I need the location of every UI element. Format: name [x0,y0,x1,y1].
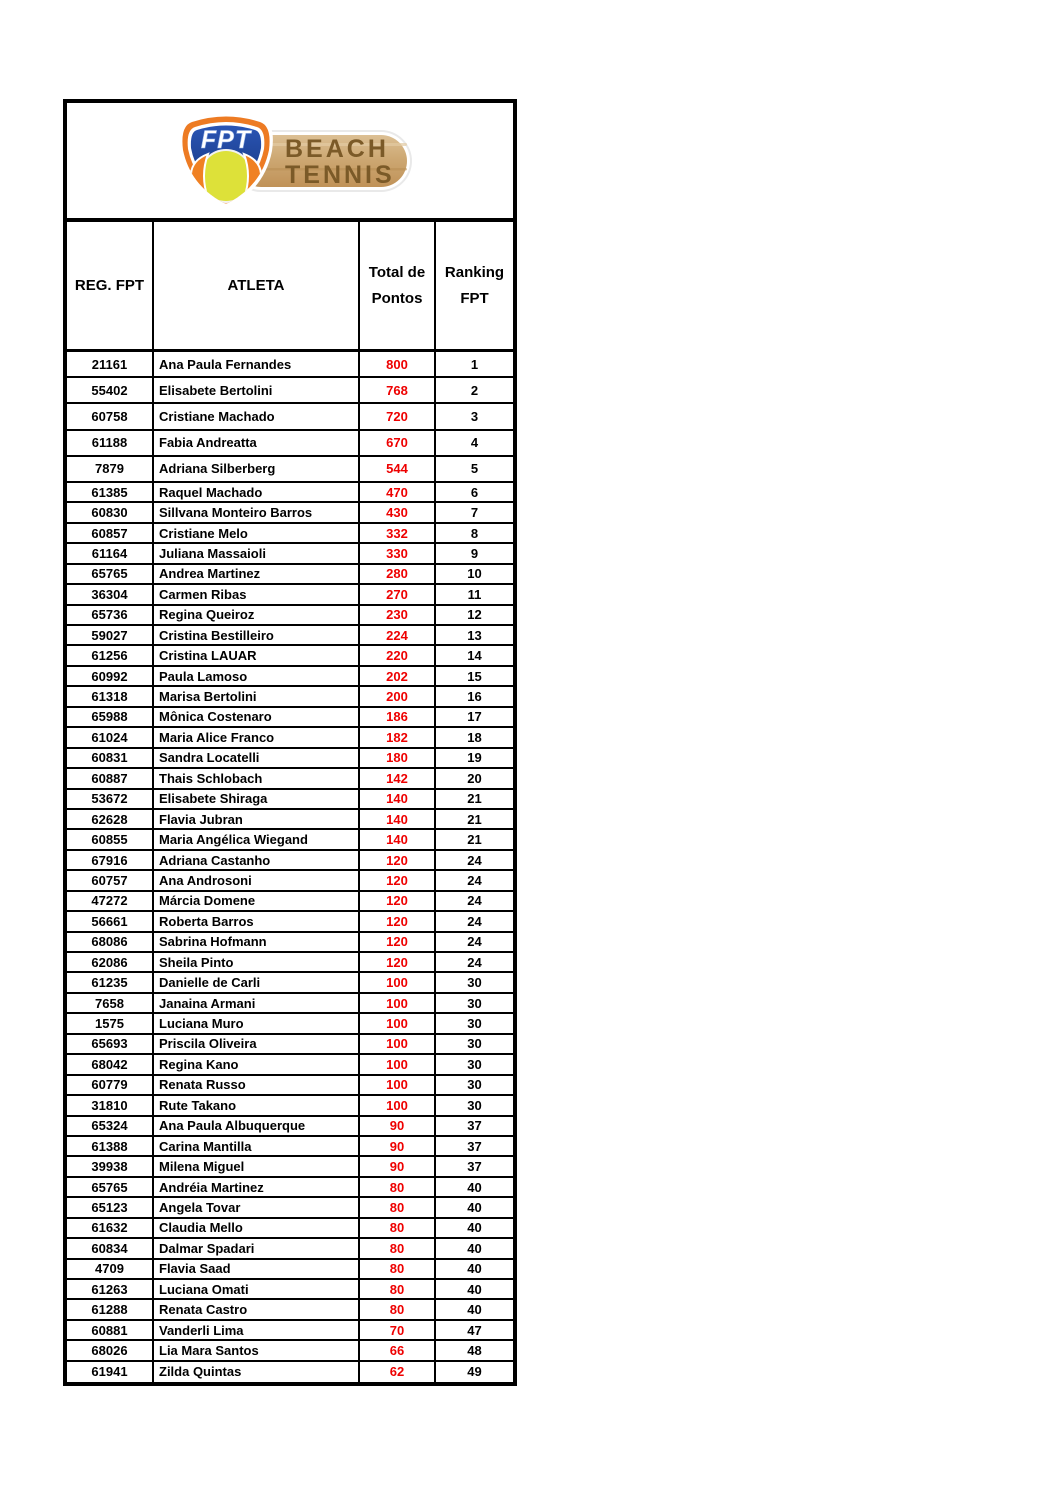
reg-fpt-cell: 21161 [67,352,154,376]
reg-fpt-cell: 68086 [67,933,154,951]
atleta-cell: Sillvana Monteiro Barros [154,503,360,521]
atleta-cell: Flavia Saad [154,1260,360,1278]
table-row [67,457,513,483]
pontos-cell: 140 [360,830,436,848]
reg-fpt-cell: 61941 [67,1362,154,1382]
table-row [67,431,513,457]
table-row [67,1362,513,1382]
table-row [67,667,513,687]
table-row [67,769,513,789]
pontos-cell: 80 [360,1178,436,1196]
ranking-cell: 2 [470,382,479,398]
ranking-cell: 17 [467,709,482,725]
pontos-cell: 66 [360,1341,436,1359]
table-row [67,646,513,666]
reg-fpt-cell: 67916 [67,851,154,869]
atleta-cell: Lia Mara Santos [154,1341,360,1359]
atleta-cell: Elisabete Bertolini [154,378,360,402]
pontos-cell: 544 [360,457,436,481]
pontos-cell: 330 [360,544,436,562]
ranking-cell: 24 [467,913,482,929]
atleta-cell: Carmen Ribas [154,585,360,603]
ranking-cell: 37 [467,1118,482,1134]
reg-fpt-cell: 60857 [67,524,154,542]
reg-fpt-cell: 61388 [67,1137,154,1155]
pontos-cell: 100 [360,1035,436,1053]
reg-fpt-cell: 47272 [67,892,154,910]
ranking-cell: 40 [467,1179,482,1195]
reg-fpt-cell: 1575 [67,1014,154,1032]
pontos-cell: 202 [360,667,436,685]
table-row [67,851,513,871]
atleta-cell: Carina Mantilla [154,1137,360,1155]
reg-fpt-cell: 60992 [67,667,154,685]
reg-fpt-cell: 65765 [67,1178,154,1196]
table-row [67,708,513,728]
ranking-cell: 30 [467,1036,482,1052]
ranking-cell: 30 [467,995,482,1011]
atleta-cell: Renata Russo [154,1076,360,1094]
ranking-cell: 9 [470,545,479,561]
atleta-cell: Thais Schlobach [154,769,360,787]
table-row [67,687,513,707]
table-row [67,626,513,646]
ranking-cell: 11 [467,586,482,602]
table-header-row [67,222,513,352]
ranking-table [63,99,517,1386]
table-row [67,585,513,605]
svg-text:FPT: FPT [200,125,252,154]
pontos-cell: 430 [360,503,436,521]
atleta-cell: Janaina Armani [154,994,360,1012]
table-row [67,524,513,544]
reg-fpt-cell: 61188 [67,431,154,455]
ranking-cell: 20 [467,770,482,786]
reg-fpt-cell: 68026 [67,1341,154,1359]
table-row [67,892,513,912]
pontos-cell: 120 [360,871,436,889]
ranking-cell: 24 [467,954,482,970]
ranking-cell: 24 [467,852,482,868]
ranking-cell: 30 [467,1097,482,1113]
pontos-cell: 120 [360,933,436,951]
ranking-cell: 30 [467,1056,482,1072]
svg-text:TENNIS: TENNIS [285,160,395,189]
pontos-cell: 70 [360,1321,436,1339]
ranking-cell: 19 [467,750,482,766]
table-row [67,871,513,891]
pontos-cell: 100 [360,1014,436,1032]
atleta-cell: Renata Castro [154,1300,360,1318]
pontos-cell: 180 [360,749,436,767]
ranking-cell: 5 [470,461,479,477]
atleta-cell: Elisabete Shiraga [154,790,360,808]
atleta-cell: Ana Paula Fernandes [154,352,360,376]
pontos-cell: 200 [360,687,436,705]
atleta-cell: Claudia Mello [154,1219,360,1237]
table-row [67,1239,513,1259]
ranking-cell: 1 [470,356,479,372]
ranking-cell: 21 [467,832,482,848]
atleta-cell: Fabia Andreatta [154,431,360,455]
pontos-cell: 230 [360,606,436,624]
reg-fpt-cell: 61288 [67,1300,154,1318]
table-row [67,810,513,830]
ranking-cell: 16 [467,689,482,705]
table-row [67,544,513,564]
table-row [67,830,513,850]
pontos-cell: 720 [360,404,436,428]
ranking-cell: 21 [467,791,482,807]
ranking-cell: 6 [470,484,479,500]
ranking-cell: 30 [467,1016,482,1032]
column-header-ranking-fpt: Ranking FPT [444,264,505,307]
pontos-cell: 62 [360,1362,436,1382]
table-row [67,933,513,953]
ranking-cell: 7 [470,505,479,521]
atleta-cell: Maria Alice Franco [154,728,360,746]
reg-fpt-cell: 65324 [67,1117,154,1135]
reg-fpt-cell: 68042 [67,1055,154,1073]
pontos-cell: 90 [360,1157,436,1175]
table-body [67,352,513,1382]
ranking-cell: 24 [467,893,482,909]
table-row [67,1096,513,1116]
atleta-cell: Cristina LAUAR [154,646,360,664]
atleta-cell: Angela Tovar [154,1198,360,1216]
ranking-cell: 24 [467,872,482,888]
pontos-cell: 80 [360,1219,436,1237]
pontos-cell: 280 [360,565,436,583]
table-row [67,953,513,973]
pontos-cell: 182 [360,728,436,746]
reg-fpt-cell: 55402 [67,378,154,402]
pontos-cell: 80 [360,1260,436,1278]
ranking-cell: 24 [467,934,482,950]
table-row [67,1321,513,1341]
pontos-cell: 80 [360,1198,436,1216]
pontos-cell: 270 [360,585,436,603]
table-row [67,352,513,378]
reg-fpt-cell: 60779 [67,1076,154,1094]
reg-fpt-cell: 61385 [67,483,154,501]
pontos-cell: 470 [360,483,436,501]
atleta-cell: Zilda Quintas [154,1362,360,1382]
ranking-cell: 47 [467,1322,482,1338]
ranking-cell: 18 [467,729,482,745]
pontos-cell: 100 [360,994,436,1012]
atleta-cell: Maria Angélica Wiegand [154,830,360,848]
reg-fpt-cell: 60758 [67,404,154,428]
reg-fpt-cell: 60834 [67,1239,154,1257]
reg-fpt-cell: 65693 [67,1035,154,1053]
atleta-cell: Sandra Locatelli [154,749,360,767]
reg-fpt-cell: 61024 [67,728,154,746]
reg-fpt-cell: 65765 [67,565,154,583]
reg-fpt-cell: 4709 [67,1260,154,1278]
atleta-cell: Adriana Castanho [154,851,360,869]
pontos-cell: 120 [360,912,436,930]
atleta-cell: Márcia Domene [154,892,360,910]
ranking-cell: 14 [467,648,482,664]
pontos-cell: 220 [360,646,436,664]
ranking-cell: 48 [467,1343,482,1359]
reg-fpt-cell: 60831 [67,749,154,767]
table-row [67,1137,513,1157]
reg-fpt-cell: 61318 [67,687,154,705]
ranking-cell: 4 [470,435,479,451]
table-row [67,1300,513,1320]
reg-fpt-cell: 36304 [67,585,154,603]
table-row [67,973,513,993]
reg-fpt-cell: 53672 [67,790,154,808]
table-row [67,1178,513,1198]
reg-fpt-cell: 65123 [67,1198,154,1216]
svg-text:BEACH: BEACH [285,134,389,163]
reg-fpt-cell: 60855 [67,830,154,848]
pontos-cell: 140 [360,810,436,828]
reg-fpt-cell: 7879 [67,457,154,481]
pontos-cell: 80 [360,1280,436,1298]
reg-fpt-cell: 62086 [67,953,154,971]
table-row [67,749,513,769]
ranking-cell: 37 [467,1159,482,1175]
atleta-cell: Dalmar Spadari [154,1239,360,1257]
pontos-cell: 100 [360,973,436,991]
pontos-cell: 768 [360,378,436,402]
atleta-cell: Luciana Omati [154,1280,360,1298]
reg-fpt-cell: 31810 [67,1096,154,1114]
pontos-cell: 100 [360,1096,436,1114]
reg-fpt-cell: 65988 [67,708,154,726]
atleta-cell: Sheila Pinto [154,953,360,971]
ranking-cell: 30 [467,1077,482,1093]
table-row [67,1035,513,1055]
pontos-cell: 332 [360,524,436,542]
atleta-cell: Cristiane Melo [154,524,360,542]
table-row [67,1117,513,1137]
reg-fpt-cell: 61632 [67,1219,154,1237]
table-row [67,404,513,430]
table-row [67,790,513,810]
ranking-cell: 37 [467,1138,482,1154]
reg-fpt-cell: 61256 [67,646,154,664]
table-row [67,483,513,503]
pontos-cell: 120 [360,851,436,869]
reg-fpt-cell: 60887 [67,769,154,787]
reg-fpt-cell: 59027 [67,626,154,644]
column-header-total-pontos: Total de Pontos [360,222,436,349]
reg-fpt-cell: 60757 [67,871,154,889]
ranking-cell: 15 [467,668,482,684]
ranking-cell: 12 [467,607,482,623]
atleta-cell: Flavia Jubran [154,810,360,828]
ranking-cell: 21 [467,811,482,827]
reg-fpt-cell: 7658 [67,994,154,1012]
ranking-cell: 10 [467,566,482,582]
table-row [67,1014,513,1034]
reg-fpt-cell: 60830 [67,503,154,521]
table-row [67,565,513,585]
ranking-cell: 40 [467,1281,482,1297]
table-row [67,912,513,932]
atleta-cell: Marisa Bertolini [154,687,360,705]
ranking-cell: 40 [467,1261,482,1277]
atleta-cell: Rute Takano [154,1096,360,1114]
fpt-shield [179,113,273,208]
pontos-cell: 100 [360,1076,436,1094]
pontos-cell: 140 [360,790,436,808]
atleta-cell: Danielle de Carli [154,973,360,991]
atleta-cell: Cristiane Machado [154,404,360,428]
reg-fpt-cell: 56661 [67,912,154,930]
pontos-cell: 90 [360,1117,436,1135]
atleta-cell: Luciana Muro [154,1014,360,1032]
table-row [67,1076,513,1096]
table-row [67,1157,513,1177]
atleta-cell: Andréia Martinez [154,1178,360,1196]
ranking-cell: 13 [467,627,482,643]
table-row [67,1280,513,1300]
column-header-reg-fpt: REG. FPT [67,222,154,349]
atleta-cell: Milena Miguel [154,1157,360,1175]
reg-fpt-cell: 62628 [67,810,154,828]
table-row [67,606,513,626]
pontos-cell: 224 [360,626,436,644]
ranking-cell: 40 [467,1240,482,1256]
ranking-cell: 3 [470,408,479,424]
table-row [67,1219,513,1239]
table-row [67,728,513,748]
pontos-cell: 80 [360,1239,436,1257]
pontos-cell: 90 [360,1137,436,1155]
fpt-beach-tennis-logo [164,110,416,212]
table-row [67,1055,513,1075]
ranking-cell: 49 [467,1364,482,1380]
pontos-cell: 800 [360,352,436,376]
pontos-cell: 120 [360,892,436,910]
ranking-cell: 30 [467,975,482,991]
table-row [67,1341,513,1361]
atleta-cell: Andrea Martinez [154,565,360,583]
reg-fpt-cell: 61235 [67,973,154,991]
reg-fpt-cell: 39938 [67,1157,154,1175]
atleta-cell: Ana Androsoni [154,871,360,889]
pontos-cell: 186 [360,708,436,726]
table-row [67,994,513,1014]
ranking-cell: 40 [467,1199,482,1215]
reg-fpt-cell: 65736 [67,606,154,624]
reg-fpt-cell: 61164 [67,544,154,562]
pontos-cell: 142 [360,769,436,787]
pontos-cell: 670 [360,431,436,455]
atleta-cell: Juliana Massaioli [154,544,360,562]
atleta-cell: Roberta Barros [154,912,360,930]
atleta-cell: Regina Queiroz [154,606,360,624]
logo-cell [67,103,513,222]
atleta-cell: Vanderli Lima [154,1321,360,1339]
atleta-cell: Sabrina Hofmann [154,933,360,951]
atleta-cell: Cristina Bestilleiro [154,626,360,644]
table-row [67,503,513,523]
reg-fpt-cell: 61263 [67,1280,154,1298]
table-row [67,1198,513,1218]
atleta-cell: Mônica Costenaro [154,708,360,726]
pontos-cell: 80 [360,1300,436,1318]
reg-fpt-cell: 60881 [67,1321,154,1339]
atleta-cell: Adriana Silberberg [154,457,360,481]
pontos-cell: 100 [360,1055,436,1073]
atleta-cell: Raquel Machado [154,483,360,501]
atleta-cell: Priscila Oliveira [154,1035,360,1053]
ranking-cell: 8 [470,525,479,541]
table-row [67,378,513,404]
pontos-cell: 120 [360,953,436,971]
ranking-cell: 40 [467,1302,482,1318]
ranking-cell: 40 [467,1220,482,1236]
column-header-atleta: ATLETA [154,222,360,349]
table-row [67,1260,513,1280]
atleta-cell: Ana Paula Albuquerque [154,1117,360,1135]
atleta-cell: Paula Lamoso [154,667,360,685]
atleta-cell: Regina Kano [154,1055,360,1073]
